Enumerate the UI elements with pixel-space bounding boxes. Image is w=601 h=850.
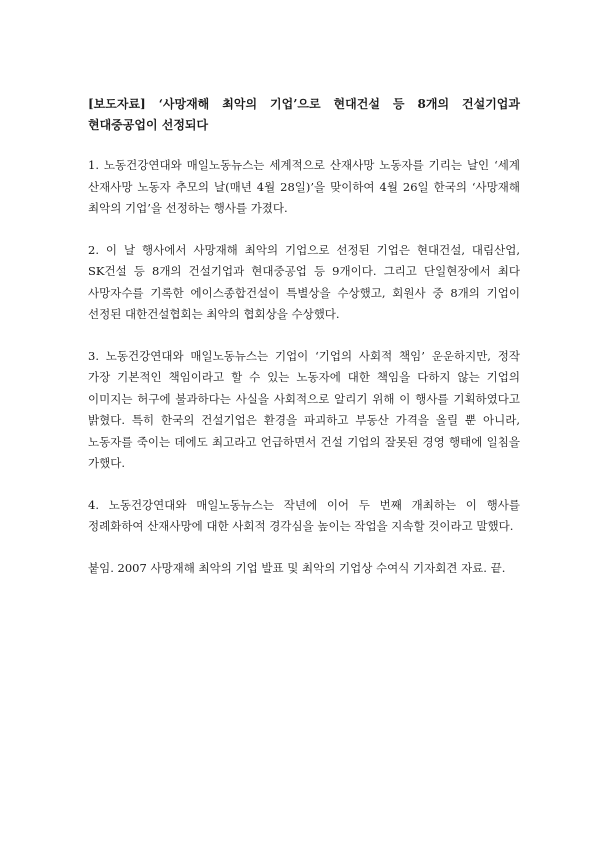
paragraph-2: 2. 이 날 행사에서 사망재해 최악의 기업으로 선정된 기업은 현대건설, 대림산업, SK건설 등 8개의 건설기업과 현대중공업 등 9개이다. 그리고 단일현장에서 최다 사망자수를 기록한 에이스종합건설이 특별상을 수상했고, 회원사 중 8개의 기업이 선정된 대한건설협회는 최악의 협회상을 수상했다.: [88, 242, 520, 321]
press-release-title: [보도자료] ‘사망재해 최악의 기업’으로 현대건설 등 8개의 건설기업과 현대중공업이 선정되다: [88, 97, 520, 132]
attachment-note: 붙임. 2007 사망재해 최악의 기업 발표 및 최악의 기업상 수여식 기자회견 자료. 끝.: [88, 560, 506, 575]
paragraph-4: 4. 노동건강연대와 매일노동뉴스는 작년에 이어 두 번째 개최하는 이 행사를 정례화하여 산재사망에 대한 사회적 경각심을 높이는 작업을 지속할 것이라고 말했다.: [88, 497, 520, 533]
paragraph-3: 3. 노동건강연대와 매일노동뉴스는 기업이 ‘기업의 사회적 책임’ 운운하지만, 정작 가장 기본적인 책임이라고 할 수 있는 노동자에 대한 책임을 다하지 않는 기업의 이미지는 허구에 불과하다는 사실을 사회적으로 알리기 위해 이 행사를 기획하였다고 밝혔다. 특히 한국의 건설기업은 환경을 파괴하고 부동산 가격을 올릴 뿐 아니라, 노동자를 죽이는 데에도 최고라고 언급하면서 건설 기업의 잘못된 경영 행태에 일침을 가했다.: [88, 348, 520, 470]
paragraph-1: 1. 노동건강연대와 매일노동뉴스는 세계적으로 산재사망 노동자를 기리는 날인 ‘세계 산재사망 노동자 추모의 날(매년 4월 28일)’을 맞이하여 4월 26일 한국의 ‘사망재해 최악의 기업’을 선정하는 행사를 가졌다.: [88, 158, 520, 215]
press-release-body: [88, 94, 520, 579]
